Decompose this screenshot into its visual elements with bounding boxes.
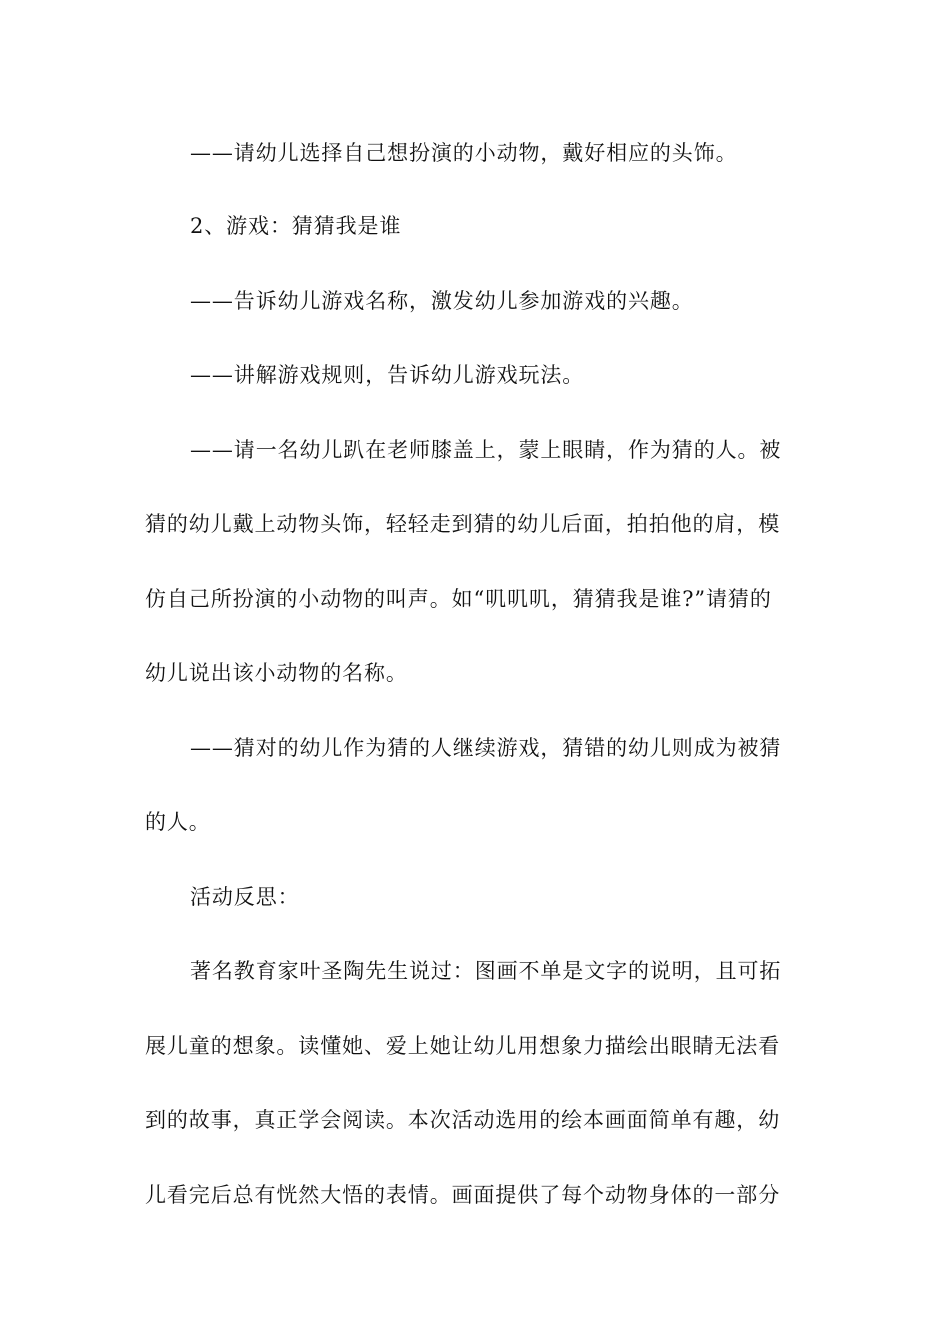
- paragraph-line: 猜的幼儿戴上动物头饰，轻轻走到猜的幼儿后面，拍拍他的肩，模: [145, 512, 781, 536]
- paragraph-line: ——讲解游戏规则，告诉幼儿游戏玩法。: [190, 363, 585, 387]
- paragraph-line: 著名教育家叶圣陶先生说过：图画不单是文字的说明，且可拓: [190, 959, 782, 983]
- paragraph-line: 幼儿说出该小动物的名称。: [145, 661, 408, 685]
- paragraph-line: 仿自己所扮演的小动物的叫声。如“叽叽叽，猜猜我是谁?”请猜的: [145, 587, 772, 611]
- section-heading: 2、游戏：猜猜我是谁: [190, 214, 402, 238]
- paragraph-line: ——猜对的幼儿作为猜的人继续游戏，猜错的幼儿则成为被猜: [190, 736, 782, 760]
- paragraph-line: 的人。: [145, 810, 211, 834]
- section-heading: 活动反思：: [190, 885, 300, 909]
- paragraph-line: 到的故事，真正学会阅读。本次活动选用的绘本画面简单有趣，幼: [145, 1108, 781, 1132]
- paragraph-line: 儿看完后总有恍然大悟的表情。画面提供了每个动物身体的一部分: [145, 1183, 781, 1207]
- paragraph-line: ——告诉幼儿游戏名称，激发幼儿参加游戏的兴趣。: [190, 289, 694, 313]
- paragraph-line: ——请幼儿选择自己想扮演的小动物，戴好相应的头饰。: [190, 141, 738, 165]
- paragraph-line: 展儿童的想象。读懂她、爱上她让幼儿用想象力描绘出眼睛无法看: [145, 1034, 781, 1058]
- paragraph-line: ——请一名幼儿趴在老师膝盖上，蒙上眼睛，作为猜的人。被: [190, 438, 782, 462]
